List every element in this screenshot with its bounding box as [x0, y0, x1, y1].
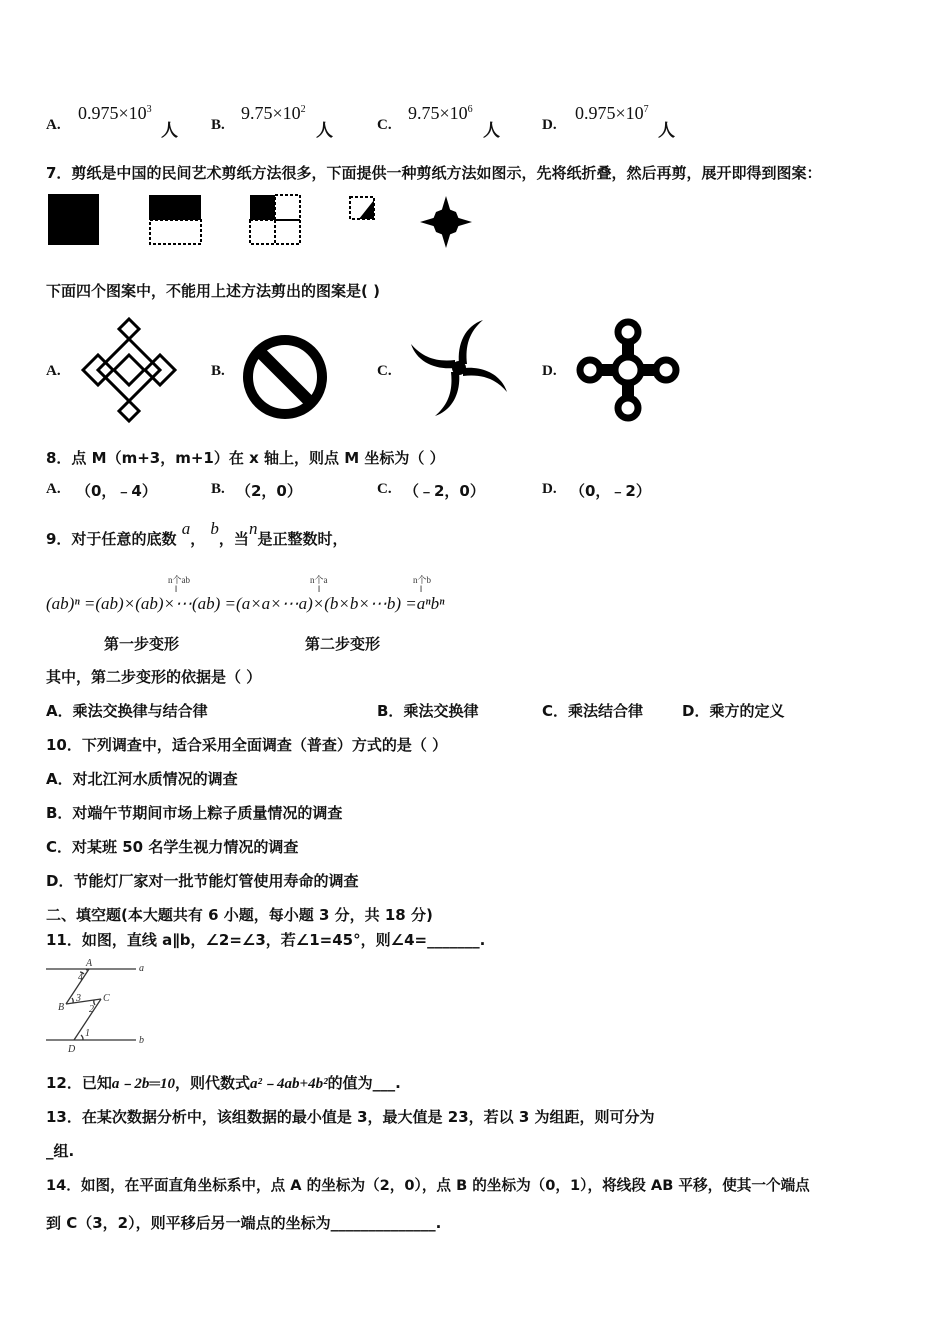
q7-option-c-letter: C. [377, 363, 392, 379]
section-2-heading: 二、填空题(本大题共有 6 小题，每小题 3 分，共 18 分) [46, 906, 433, 924]
q9-step2-label: 第二步变形 [305, 635, 381, 653]
q11-label-b: b [139, 1035, 144, 1046]
q6-option-a-value: $0.975\times 10^3$ [78, 103, 152, 123]
q10-option-a: A．对北江河水质情况的调查 [46, 770, 238, 788]
q11-label-1: 1 [85, 1028, 90, 1039]
q8-option-a-letter: A. [46, 481, 61, 497]
q6-option-d-value: $0.975\times 10^7$ [575, 103, 649, 123]
q9-brace-label-1: n个ab [168, 575, 190, 585]
q6-option-b-letter: B. [211, 117, 225, 133]
q9-stem: 9．对于任意的底数 a， b，当n是正整数时， [46, 519, 348, 548]
q9-var-b: b [210, 519, 219, 538]
q9-formula: (ab)ⁿ =(ab)×(ab)×⋯(ab) =(a×a×⋯a)×(b×b×⋯b) =aⁿbⁿ [46, 594, 445, 613]
q8-stem: 8．点 M（m+3，m+1）在 x 轴上，则点 M 坐标为（ ） [46, 449, 445, 467]
q11-label-4: 4 [78, 972, 83, 983]
q9-step1-label: 第一步变形 [104, 635, 180, 653]
q9-option-b: B．乘法交换律 [377, 702, 479, 720]
q9-option-d: D．乘方的定义 [682, 702, 785, 720]
q11-label-B: B [58, 1002, 65, 1013]
q11-stem: 11．如图，直线 a∥b，∠2=∠3，若∠1=45°，则∠4=_______. [46, 931, 486, 949]
q12-expression: a²﹣4ab+4b² [250, 1076, 328, 1092]
q7-option-b-letter: B. [211, 363, 225, 379]
q6-option-c-value: $9.75\times 10^6$ [408, 103, 473, 123]
q6-option-d-letter: D. [542, 117, 557, 133]
q11-label-3: 3 [76, 993, 81, 1004]
q6-option-c-unit: 人 [483, 121, 500, 141]
q8-option-c-letter: C. [377, 481, 392, 497]
q11-label-2: 2 [89, 1004, 94, 1015]
q9-brace-mark-2: ‖ [318, 584, 321, 594]
q7-option-d-letter: D. [542, 363, 557, 379]
q9-question: 其中，第二步变形的依据是（ ） [46, 668, 262, 686]
fold-step-4-cut [350, 197, 374, 219]
q9-var-a: a [181, 519, 191, 538]
q8-option-d-text: （0，﹣2） [570, 482, 651, 500]
q6-option-b-unit: 人 [316, 121, 333, 141]
q14-line-1: 14．如图，在平面直角坐标系中，点 A 的坐标为（2，0），点 B 的坐标为（0，1），将线段 AB 平移，使其一个端点 [46, 1177, 810, 1194]
q11-label-D: D [68, 1044, 76, 1055]
q11-label-C: C [103, 993, 110, 1004]
q6-option-a-letter: A. [46, 117, 61, 133]
q13-line-2: _组. [46, 1142, 75, 1160]
q14-line-2: 到 C（3，2），则平移后另一端点的坐标为______________. [46, 1214, 442, 1232]
q9-option-a: A．乘法交换律与结合律 [46, 702, 208, 720]
q8-option-d-letter: D. [542, 481, 557, 497]
q6-option-d-unit: 人 [658, 121, 675, 141]
q7-option-d-figure [575, 318, 681, 424]
q11-label-a: a [139, 963, 144, 974]
q7-option-b-figure [241, 333, 331, 423]
q8-option-b-letter: B. [211, 481, 225, 497]
q6-option-a-unit: 人 [161, 121, 178, 141]
q10-option-c: C．对某班 50 名学生视力情况的调查 [46, 838, 299, 856]
q6-option-c-letter: C. [377, 117, 392, 133]
q9-var-n: n [248, 519, 258, 538]
fold-step-5-result [420, 196, 472, 248]
q10-option-b: B．对端午节期间市场上粽子质量情况的调查 [46, 804, 343, 822]
q9-brace-mark-1: ‖ [175, 584, 178, 594]
q7-sub-question: 下面四个图案中，不能用上述方法剪出的图案是( ) [46, 282, 380, 300]
q10-option-d: D．节能灯厂家对一批节能灯管使用寿命的调查 [46, 872, 359, 890]
q9-option-c: C．乘法结合律 [542, 702, 644, 720]
q12-condition: a﹣2b═10 [111, 1076, 176, 1092]
q9-brace-label-3: n个b [413, 575, 432, 585]
q9-brace-mark-3: ‖ [420, 584, 423, 594]
q13-line-1: 13．在某次数据分析中，该组数据的最小值是 3，最大值是 23，若以 3 为组距，则可分为 [46, 1108, 655, 1126]
q8-option-a-text: （0，﹣4） [76, 482, 157, 500]
q11-parallel-lines-figure [44, 958, 154, 1058]
q9-brace-label-2: n个a [310, 575, 328, 585]
q8-option-c-text: （﹣2，0） [404, 482, 485, 500]
q8-option-b-text: （2，0） [236, 482, 302, 500]
q6-option-b-value: $9.75\times 10^2$ [241, 103, 306, 123]
q7-option-c-figure [407, 316, 511, 420]
q10-stem: 10．下列调查中，适合采用全面调查（普查）方式的是（ ） [46, 736, 448, 754]
q11-label-A: A [86, 958, 93, 969]
q7-option-a-letter: A. [46, 363, 61, 379]
q7-folding-steps-figure [46, 192, 476, 252]
fold-step-2-half [149, 195, 201, 244]
q12-stem: 12．已知a﹣2b═10，则代数式a²﹣4ab+4b²的值为___. [46, 1074, 401, 1092]
fold-step-3-quarter [250, 195, 300, 244]
q7-stem: 7．剪纸是中国的民间艺术剪纸方法很多，下面提供一种剪纸方法如图示，先将纸折叠，然后再剪，展开即得到图案： [46, 164, 822, 182]
q7-option-a-figure [80, 316, 180, 422]
fold-step-1-square [48, 194, 99, 245]
